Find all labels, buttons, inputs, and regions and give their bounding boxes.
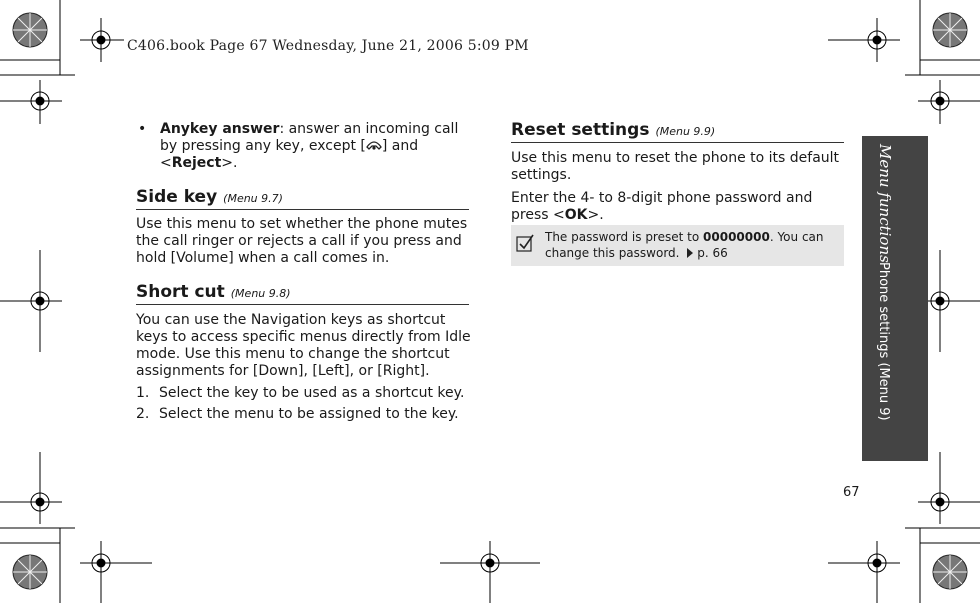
list-item: 1. Select the key to be used as a shortcut key. (136, 385, 465, 401)
anykey-answer-term: Anykey answer (160, 121, 280, 137)
section-title: Menu functions (876, 144, 894, 263)
page-number: 67 (843, 485, 860, 500)
print-header: C406.book Page 67 Wednesday, June 21, 2006 5:09 PM (127, 38, 529, 54)
reset-settings-heading: Reset settings (Menu 9.9) (511, 120, 716, 140)
bullet-marker: • (138, 121, 147, 137)
side-key-description: Use this menu to set whether the phone mutes the call ringer or rejects a call if you press and hold [Volume] when a call comes in. (136, 216, 468, 266)
note-text: The password is preset to 00000000. You can change this password. p. 66 (545, 230, 824, 260)
side-key-heading: Side key (Menu 9.7) (136, 187, 283, 207)
list-item: 2. Select the menu to be assigned to the key. (136, 406, 459, 422)
subsection-title: Phone settings (Menu 9) (876, 262, 891, 421)
short-cut-description: You can use the Navigation keys as shortcut keys to access specific menus directly from Idle mode. Use this menu to change the shortcut assignments for [Down], [Left], or [Right]. (136, 312, 471, 379)
short-cut-heading: Short cut (Menu 9.8) (136, 282, 291, 302)
reset-settings-description: Use this menu to reset the phone to its default settings. Enter the 4- to 8-digit phone password and press <OK>. (511, 150, 840, 223)
